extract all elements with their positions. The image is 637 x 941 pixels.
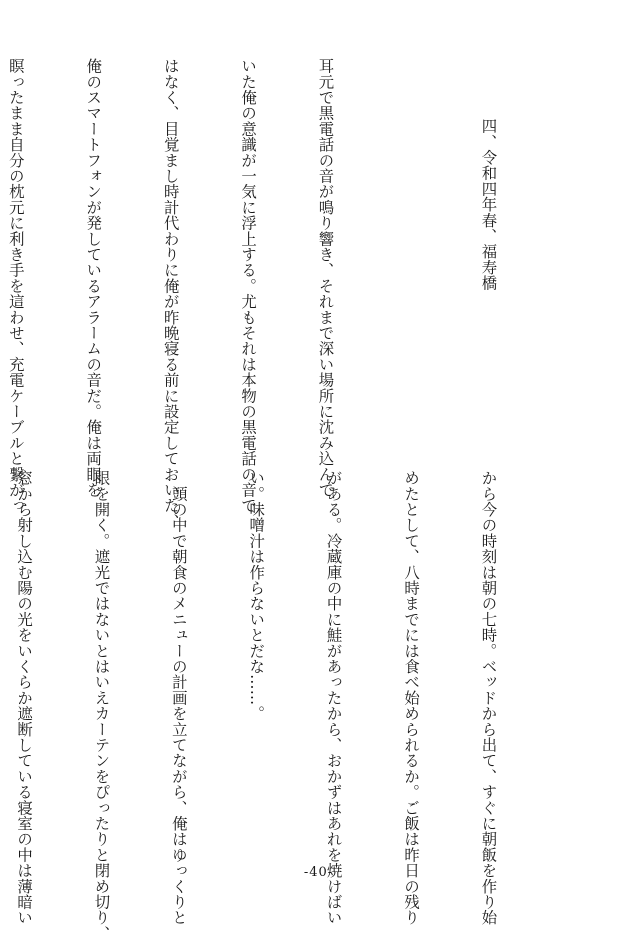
body-line: 窓から射し込む陽の光をいくらか遮断している寝室の中は薄暗い [15,470,34,926]
chapter-heading: 四、令和四年春、福寿橋 [479,118,498,291]
body-line: めたとして、八時までには食べ始められるか。ご飯は昨日の残り [402,470,421,926]
body-line: 瞑ったまま自分の枕元に利き手を這わせ、充電ケーブルと繋がっ [6,58,25,514]
body-line: いた俺の意識が一気に浮上する。尤もそれは本物の黒電話の音で [239,58,258,514]
body-line: から今の時刻は朝の七時。ベッドから出て、すぐに朝飯を作り始 [479,470,498,926]
heading-spacer [389,58,423,438]
body-line: 俺のスマートフォンが発しているアラームの音だ。俺は両眼を [84,58,103,498]
page-number: -40- [303,865,334,880]
body-line: 耳元で黒電話の音が鳴り響き、それまで深い場所に沈み込んで [316,58,335,498]
body-line: がある。冷蔵庫の中に鮭があったから、おかずはあれを焼けばい [324,470,343,926]
body-line: 眼を開く。遮光ではないとはいえカーテンをぴったりと閉め切り、 [92,470,111,941]
body-line: はなく、目覚まし時計代わりに俺が昨晩寝る前に設定しておいた、 [161,58,180,529]
upper-text-block [6,58,552,529]
body-line: 頭の中で朝食のメニューの計画を立てながら、俺はゆっくりと [169,470,188,926]
body-line: い。味噌汁は作らないとだな……。 [247,470,266,722]
